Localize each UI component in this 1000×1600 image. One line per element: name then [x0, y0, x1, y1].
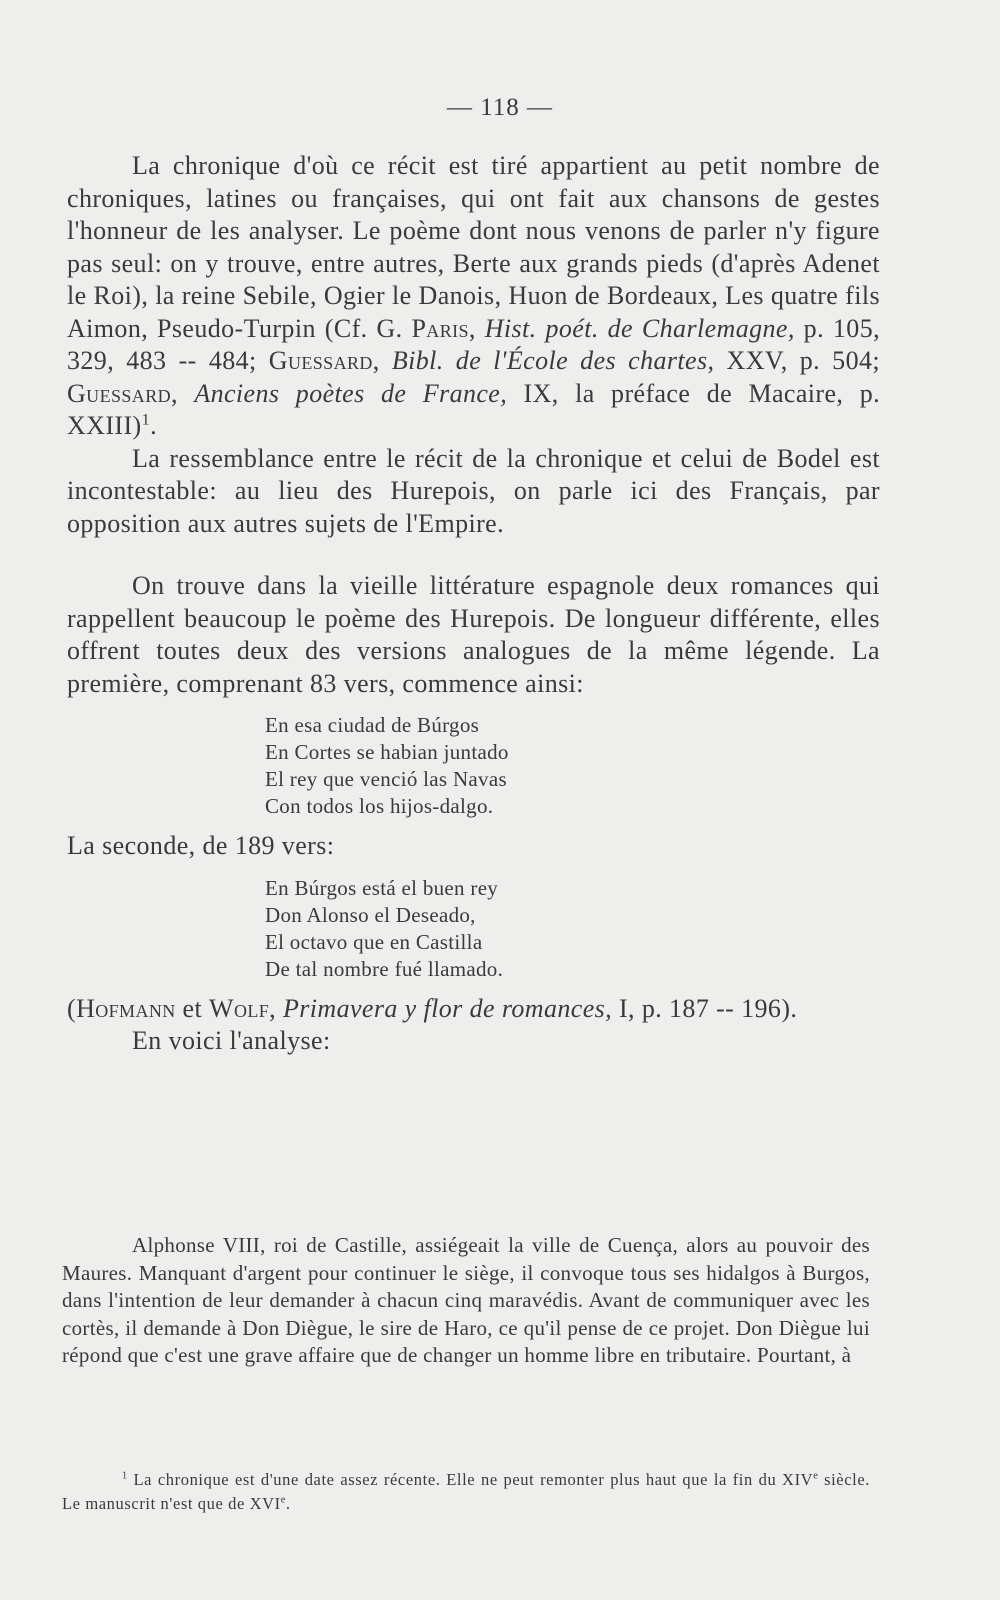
citation-primavera: [67, 993, 880, 1026]
paragraph-text: p. 105, 329, 483 -- 484;: [67, 313, 880, 375]
title-bibliotheque-ecole-chartes: Bibl. de l'École des chartes,: [391, 346, 715, 375]
author-guessard: Guessard,: [268, 346, 380, 375]
title-histoire-poetique: Hist. poét. de Charlemagne,: [484, 313, 795, 343]
footnote-superscript: e: [280, 1494, 286, 1506]
main-text: [67, 150, 880, 1058]
verse-second-romance: [265, 875, 880, 983]
verse-line: En esa ciudad de Búrgos: [265, 713, 480, 737]
footnote-part: siècle. Le manuscrit n'est que de XVI: [62, 1470, 870, 1513]
paragraph-text: IX, la préface de Macaire, p. XXIII): [67, 378, 881, 440]
author-paris: Paris: [411, 313, 469, 343]
author-guessard: Guessard,: [67, 378, 178, 408]
footnote-superscript: e: [813, 1470, 819, 1482]
verse-first-romance: [265, 712, 880, 820]
paragraph-romances: On trouve dans la vieille littérature espagnole deux romances qui rappellent beaucoup le poème des Hurepois. De longueur différente, elles offrent toutes deux des versions analogues de la même légende. La première, comprenant 83 vers, commence ainsi:: [67, 571, 880, 698]
footnote-mark: 1: [122, 1470, 128, 1482]
verse-line: En Búrgos está el buen rey: [265, 875, 499, 900]
verse-line: El rey que venció las Navas: [265, 767, 507, 791]
footnote-reference: 1: [141, 411, 151, 429]
verse-line: El octavo que en Castilla: [265, 929, 483, 954]
line-seconde-romance: La seconde, de 189 vers:: [67, 831, 335, 860]
footnote: [62, 1468, 870, 1516]
analyse-paragraph: Alphonse VIII, roi de Castille, assiégeait la ville de Cuença, alors au pouvoir des Maures. Manquant d'argent pour continuer le siège, il convoque tous ses hidalgos à Burgos, dans l'intention de leur demander à chacun cinq maravédis. Avant de communiquer avec les cortès, il demande à Don Diègue, le sire de Haro, ce qu'il pense de ce projet. Don Diègue lui répond que c'est une grave affaire que de changer un homme libre en tributaire. Pourtant, à: [62, 1233, 870, 1367]
author-wolf: Wolf,: [209, 993, 277, 1023]
verse-line: En Cortes se habian juntado: [265, 740, 509, 764]
footnote-part: .: [285, 1494, 291, 1513]
paragraph-chronique: La chronique d'où ce récit est tiré appartient au petit nombre de chroniques, latines ou françaises, qui ont fait aux chansons de gestes l'honneur de les analyser. Le poème dont nous venons de parler n'y figure pas seul: on y trouve, entre autres, Berte aux grands pieds (d'après Adenet le Roi), la reine Sebile, Ogier le Danois, Huon de Bordeaux, Les quatre fils Aimon, Pseudo-Turpin (Cf. G. Paris, Hist. poét. de Charlemagne, p. 105, 329, 483 -- 484; Guessard, Bibl. de l'École des chartes, XXV, p. 504; Guessard, Anciens poètes de France, IX, la préface de Macaire, p. XXIII)$^1$.: [67, 151, 881, 440]
verse-line: Don Alonso el Deseado,: [265, 902, 476, 927]
author-hofmann: Hofmann: [76, 993, 176, 1023]
citation-pages: I, p. 187 -- 196).: [612, 993, 798, 1023]
analyse-intro: En voici l'analyse:: [132, 1026, 331, 1055]
citation-paren: (: [67, 993, 77, 1023]
page-number: — 118 —: [446, 94, 554, 121]
paragraph-text: .: [150, 411, 157, 440]
analyse-block: [62, 1232, 870, 1370]
verse-line: Con todos los hijos-dalgo.: [265, 794, 494, 818]
title-primavera: Primavera y flor de romances,: [282, 993, 613, 1023]
paragraph-text: XXV, p. 504;: [714, 346, 881, 375]
paragraph-text: La chronique d'où ce récit est tiré appartient au petit nombre de chroniques, latines ou françaises, qui ont fait aux chansons de gestes l'honneur de les analyser. Le poème dont nous venons de parler n'y figure pas seul: on y trouve, entre autres, Berte aux grands pieds (d'après Adenet le Roi), la reine Sebile, Ogier le Danois, Huon de Bordeaux, Les quatre fils Aimon, Pseudo-Turpin (Cf. G.: [67, 151, 880, 343]
footnote-part: La chronique est d'une date assez récente. Elle ne peut remonter plus haut que la fin du XIV: [127, 1470, 814, 1489]
footnote-text: [62, 1468, 870, 1516]
citation-conjunction: et: [175, 993, 210, 1023]
paragraph-ressemblance: La ressemblance entre le récit de la chronique et celui de Bodel est incontestable: au lieu des Hurepois, on parle ici des Français, par opposition aux autres sujets de l'Empire.: [67, 443, 880, 538]
verse-line: De tal nombre fué llamado.: [265, 956, 504, 981]
title-anciens-poetes: Anciens poètes de France,: [194, 378, 508, 408]
